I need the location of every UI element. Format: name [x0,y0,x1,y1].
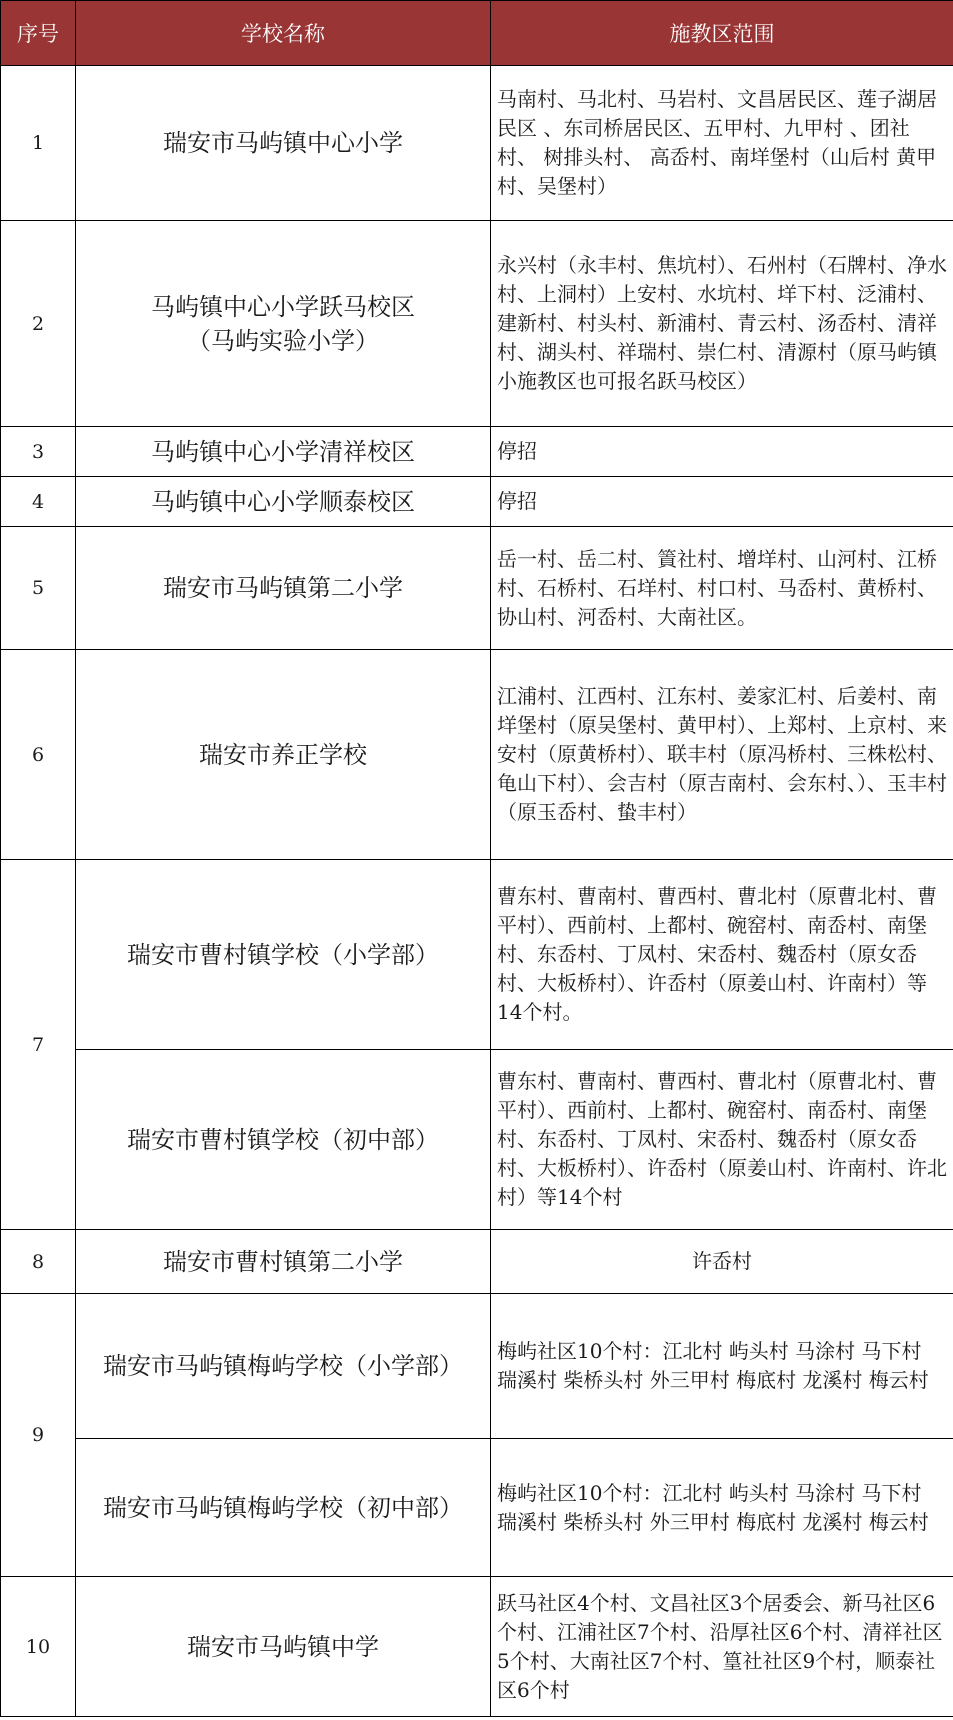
table-row [1,1577,953,1717]
table-row [1,427,953,477]
district-range: 梅屿社区10个村：江北村 屿头村 马涂村 马下村 瑞溪村 柴桥头村 外三甲村 梅底村 龙溪村 梅云村 [491,1439,953,1577]
table-row [1,1230,953,1294]
table-row [1,66,953,221]
row-number: 4 [1,477,76,527]
district-range: 曹东村、曹南村、曹西村、曹北村（原曹北村、曹平村）、西前村、上都村、碗窑村、南岙村、南堡村、东岙村、丁凤村、宋岙村、魏岙村（原女岙村、大板桥村）、许岙村（原姜山村、许南村）等14个村。 [491,860,953,1050]
header-seq: 序号 [1,1,76,66]
school-name: 瑞安市曹村镇学校（初中部） [76,1050,491,1230]
header-range: 施教区范围 [491,1,953,66]
school-name: 瑞安市马屿镇梅屿学校（小学部） [76,1294,491,1439]
district-range: 跃马社区4个村、文昌社区3个居委会、新马社区6个村、江浦社区7个村、沿厚社区6个村、清祥社区5个村、大南社区7个村、篁社社区9个村，顺泰社区6个村 [491,1577,953,1717]
district-range: 许岙村 [491,1230,953,1294]
school-name: 瑞安市马屿镇第二小学 [76,527,491,650]
district-range: 马南村、马北村、马岩村、文昌居民区、莲子湖居民区 、东司桥居民区、五甲村、九甲村 、团社村、 树排头村、 高岙村、南垟堡村（山后村 黄甲村、吴堡村） [491,66,953,221]
table-row [1,527,953,650]
district-range: 岳一村、岳二村、篢社村、增垟村、山河村、江桥村、石桥村、石垟村、村口村、马岙村、黄桥村、协山村、河岙村、大南社区。 [491,527,953,650]
school-name-line: 马屿镇中心小学跃马校区 [151,292,415,321]
table-row [1,860,953,1050]
school-name-subtitle: （马屿实验小学） [187,326,379,355]
school-name: 瑞安市曹村镇学校（小学部） [76,860,491,1050]
school-name: 瑞安市养正学校 [76,650,491,860]
school-name: 瑞安市曹村镇第二小学 [76,1230,491,1294]
district-range: 停招 [491,427,953,477]
table-row [1,477,953,527]
header-row [1,1,953,66]
table-row [1,1294,953,1439]
district-range: 停招 [491,477,953,527]
table-row [1,650,953,860]
row-number: 3 [1,427,76,477]
district-range: 曹东村、曹南村、曹西村、曹北村（原曹北村、曹平村）、西前村、上都村、碗窑村、南岙村、南堡村、东岙村、丁凤村、宋岙村、魏岙村（原女岙村、大板桥村）、许岙村（原姜山村、许南村、许北村）等14个村 [491,1050,953,1230]
row-number: 2 [1,221,76,427]
header-school: 学校名称 [76,1,491,66]
school-name: 马屿镇中心小学顺泰校区 [76,477,491,527]
school-name: 瑞安市马屿镇中心小学 [76,66,491,221]
district-range: 梅屿社区10个村：江北村 屿头村 马涂村 马下村 瑞溪村 柴桥头村 外三甲村 梅底村 龙溪村 梅云村 [491,1294,953,1439]
school-name [76,221,491,427]
table-row [1,1050,953,1230]
table-row [1,221,953,427]
school-name: 瑞安市马屿镇梅屿学校（初中部） [76,1439,491,1577]
row-number: 5 [1,527,76,650]
row-number: 9 [1,1294,76,1577]
row-number: 7 [1,860,76,1230]
district-range: 江浦村、江西村、江东村、姜家汇村、后姜村、南垟堡村（原吴堡村、黄甲村）、上郑村、上京村、来安村（原黄桥村）、联丰村（原冯桥村、三株松村、龟山下村）、会吉村（原吉南村、会东村、）、玉丰村（原玉岙村、蛰丰村） [491,650,953,860]
row-number: 1 [1,66,76,221]
school-name: 瑞安市马屿镇中学 [76,1577,491,1717]
table-row [1,1439,953,1577]
row-number: 10 [1,1577,76,1717]
district-range: 永兴村（永丰村、焦坑村）、石州村（石牌村、净水村、上洞村）上安村、水坑村、垟下村、泛浦村、建新村、村头村、新浦村、青云村、汤岙村、清祥村、湖头村、祥瑞村、崇仁村、清源村（原马屿镇小施教区也可报名跃马校区） [491,221,953,427]
row-number: 6 [1,650,76,860]
row-number: 8 [1,1230,76,1294]
school-name: 马屿镇中心小学清祥校区 [76,427,491,477]
